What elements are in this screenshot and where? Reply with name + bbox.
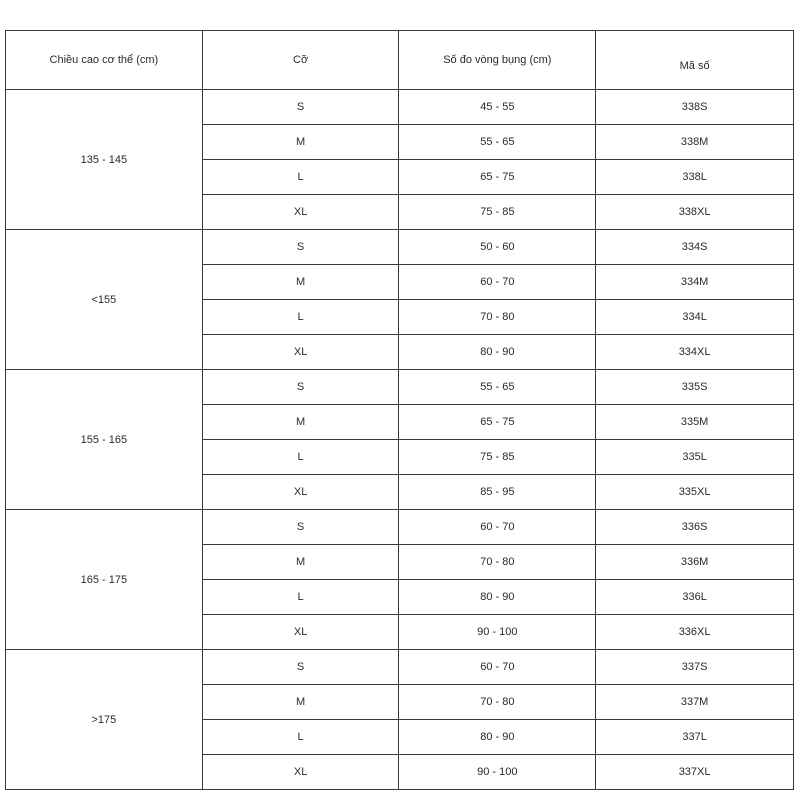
code-cell: 337S [596, 650, 794, 685]
code-cell: 334L [596, 300, 794, 335]
waist-cell: 80 - 90 [399, 720, 596, 755]
size-cell: M [202, 545, 399, 580]
table-header [6, 31, 794, 90]
size-cell: S [202, 370, 399, 405]
size-cell: XL [202, 195, 399, 230]
waist-cell: 75 - 85 [399, 195, 596, 230]
header-size: Cỡ [202, 31, 399, 90]
waist-cell: 65 - 75 [399, 160, 596, 195]
code-cell: 337M [596, 685, 794, 720]
header-code: Mã số [596, 31, 794, 90]
waist-cell: 80 - 90 [399, 335, 596, 370]
code-cell: 336XL [596, 615, 794, 650]
code-cell: 335S [596, 370, 794, 405]
table-row [6, 370, 794, 405]
size-cell: XL [202, 475, 399, 510]
header-waist: Số đo vòng bụng (cm) [399, 31, 596, 90]
code-cell: 336S [596, 510, 794, 545]
size-cell: L [202, 580, 399, 615]
waist-cell: 90 - 100 [399, 755, 596, 790]
height-range-cell: 155 - 165 [6, 370, 203, 510]
size-cell: M [202, 125, 399, 160]
size-cell: S [202, 230, 399, 265]
code-cell: 335XL [596, 475, 794, 510]
table-row [6, 650, 794, 685]
header-row [6, 31, 794, 90]
code-cell: 338S [596, 90, 794, 125]
code-cell: 338L [596, 160, 794, 195]
size-cell: S [202, 90, 399, 125]
code-cell: 334M [596, 265, 794, 300]
height-range-cell: >175 [6, 650, 203, 790]
size-cell: L [202, 720, 399, 755]
height-range-cell: 135 - 145 [6, 90, 203, 230]
code-cell: 335L [596, 440, 794, 475]
header-body-height: Chiều cao cơ thể (cm) [6, 31, 203, 90]
waist-cell: 85 - 95 [399, 475, 596, 510]
height-range-cell: 165 - 175 [6, 510, 203, 650]
code-cell: 337L [596, 720, 794, 755]
waist-cell: 60 - 70 [399, 650, 596, 685]
waist-cell: 80 - 90 [399, 580, 596, 615]
table-row [6, 510, 794, 545]
code-cell: 338M [596, 125, 794, 160]
waist-cell: 55 - 65 [399, 125, 596, 160]
size-cell: S [202, 650, 399, 685]
code-cell: 334S [596, 230, 794, 265]
waist-cell: 60 - 70 [399, 265, 596, 300]
size-cell: XL [202, 755, 399, 790]
code-cell: 336L [596, 580, 794, 615]
size-cell: L [202, 440, 399, 475]
code-cell: 335M [596, 405, 794, 440]
size-cell: XL [202, 335, 399, 370]
waist-cell: 50 - 60 [399, 230, 596, 265]
waist-cell: 75 - 85 [399, 440, 596, 475]
size-cell: S [202, 510, 399, 545]
code-cell: 336M [596, 545, 794, 580]
code-cell: 337XL [596, 755, 794, 790]
height-range-cell: <155 [6, 230, 203, 370]
waist-cell: 70 - 80 [399, 685, 596, 720]
size-cell: L [202, 160, 399, 195]
waist-cell: 55 - 65 [399, 370, 596, 405]
size-cell: L [202, 300, 399, 335]
waist-cell: 45 - 55 [399, 90, 596, 125]
size-cell: M [202, 685, 399, 720]
code-cell: 338XL [596, 195, 794, 230]
code-cell: 334XL [596, 335, 794, 370]
table-row [6, 90, 794, 125]
size-chart-table [5, 30, 794, 790]
size-cell: M [202, 405, 399, 440]
waist-cell: 90 - 100 [399, 615, 596, 650]
waist-cell: 70 - 80 [399, 545, 596, 580]
size-cell: XL [202, 615, 399, 650]
size-cell: M [202, 265, 399, 300]
waist-cell: 70 - 80 [399, 300, 596, 335]
waist-cell: 65 - 75 [399, 405, 596, 440]
table-body [6, 90, 794, 790]
waist-cell: 60 - 70 [399, 510, 596, 545]
table-row [6, 230, 794, 265]
